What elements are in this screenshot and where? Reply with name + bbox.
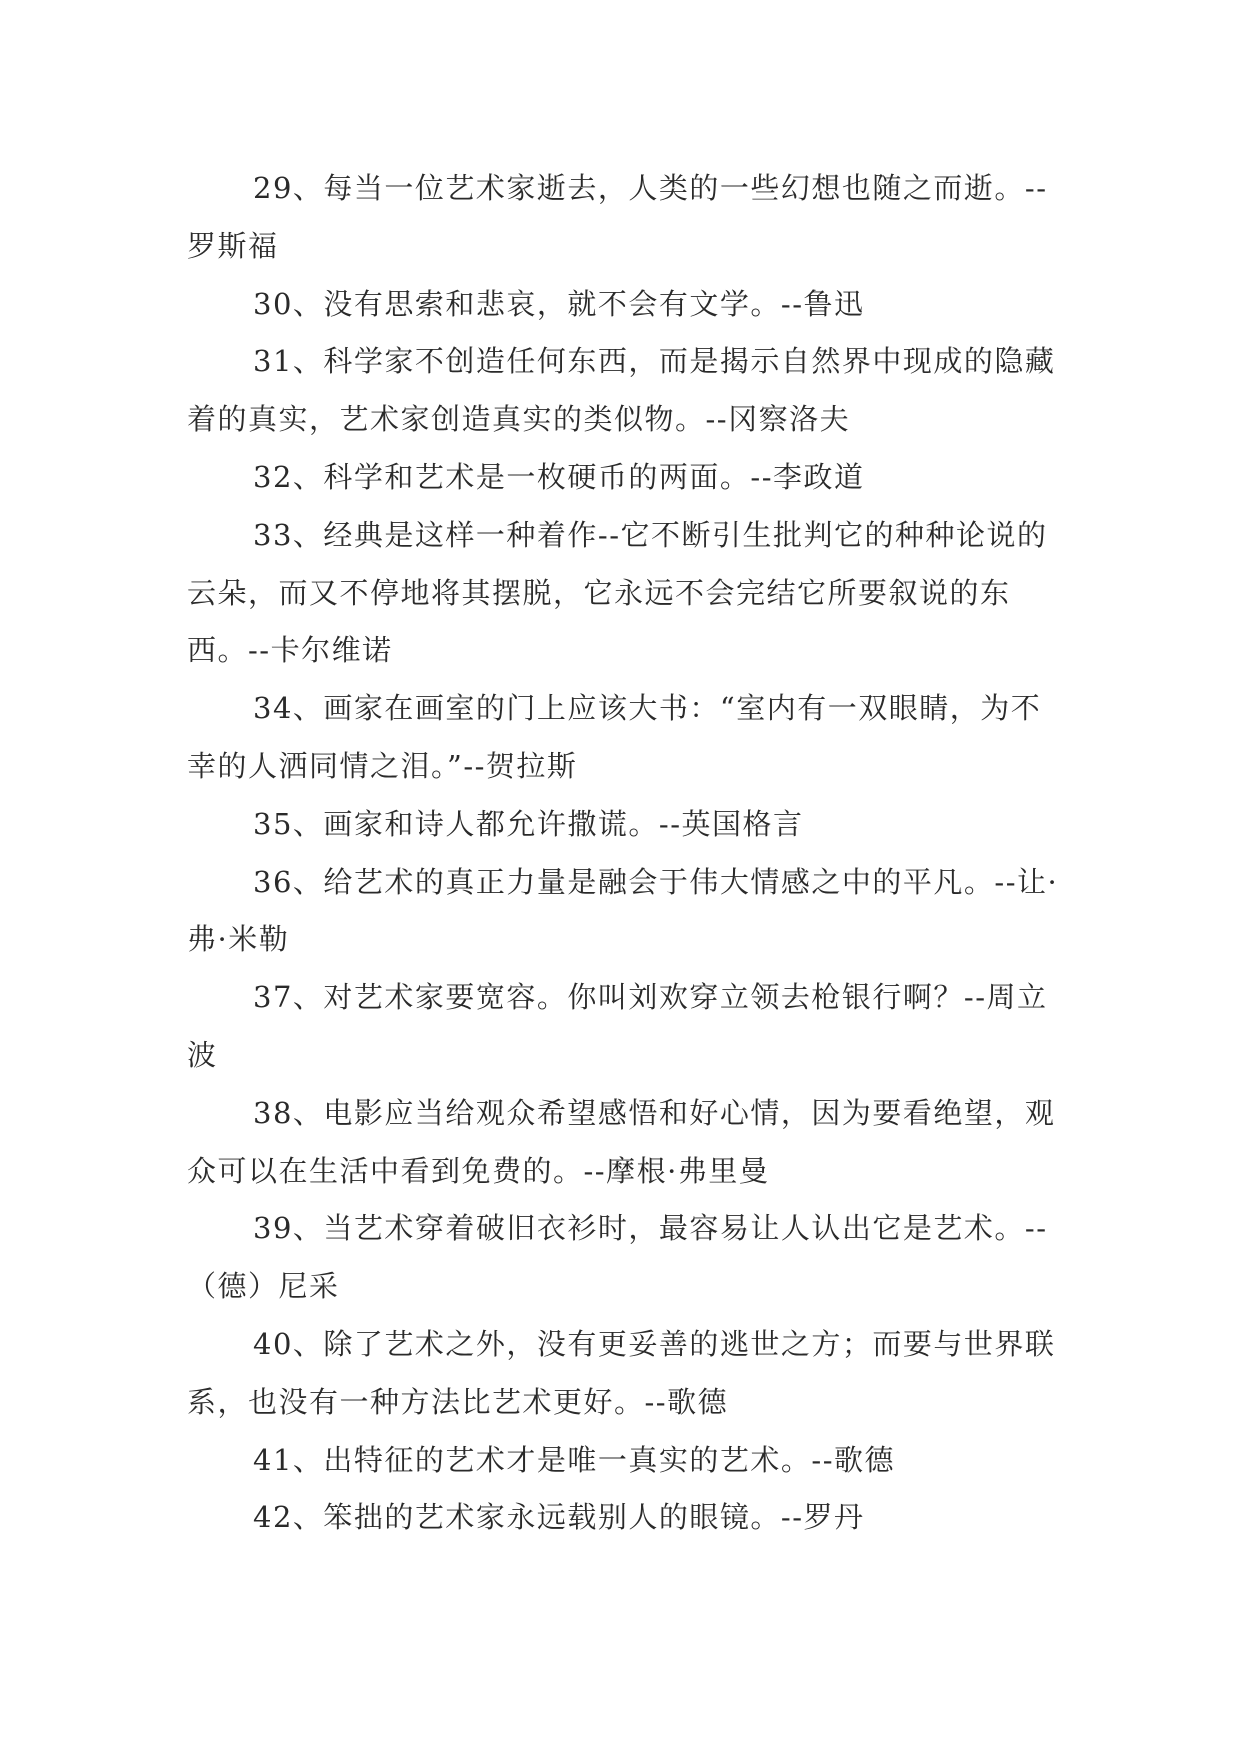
- quote-32: 32、科学和艺术是一枚硬币的两面。--李政道: [253, 459, 865, 494]
- quote-38: 38、电影应当给观众希望感悟和好心情，因为要看绝望，观众可以在生活中看到免费的。--摩根·弗里曼: [187, 1095, 1056, 1188]
- quote-35: 35、画家和诗人都允许撒谎。--英国格言: [253, 806, 804, 841]
- quote-39: 39、当艺术穿着破旧衣衫时，最容易让人认出它是艺术。--（德）尼采: [187, 1211, 1048, 1304]
- quote-29: 29、每当一位艺术家逝去，人类的一些幻想也随之而逝。--罗斯福: [187, 171, 1048, 263]
- quote-42: 42、笨拙的艺术家永远载别人的眼镜。--罗丹: [253, 1500, 865, 1535]
- quote-34: 34、画家在画室的门上应该大书：“室内有一双眼睛，为不幸的人洒同情之泪。”--贺拉斯: [187, 691, 1042, 783]
- quote-36: 36、给艺术的真正力量是融会于伟大情感之中的平凡。--让·弗·米勒: [187, 864, 1059, 957]
- quote-41: 41、出特征的艺术才是唯一真实的艺术。--歌德: [253, 1442, 895, 1477]
- quote-31: 31、科学家不创造任何东西，而是揭示自然界中现成的隐藏着的真实，艺术家创造真实的类似物。--冈察洛夫: [187, 344, 1056, 437]
- quote-37: 37、对艺术家要宽容。你叫刘欢穿立领去枪银行啊？--周立波: [187, 980, 1048, 1072]
- quote-40: 40、除了艺术之外，没有更妥善的逃世之方；而要与世界联系，也没有一种方法比艺术更好。--歌德: [187, 1326, 1056, 1419]
- quote-30: 30、没有思索和悲哀，就不会有文学。--鲁迅: [253, 286, 865, 321]
- quote-33: 33、经典是这样一种着作--它不断引生批判它的种种论说的云朵，而又不停地将其摆脱，它永远不会完结它所要叙说的东西。--卡尔维诺: [187, 517, 1048, 668]
- quote-list: [187, 160, 1067, 1547]
